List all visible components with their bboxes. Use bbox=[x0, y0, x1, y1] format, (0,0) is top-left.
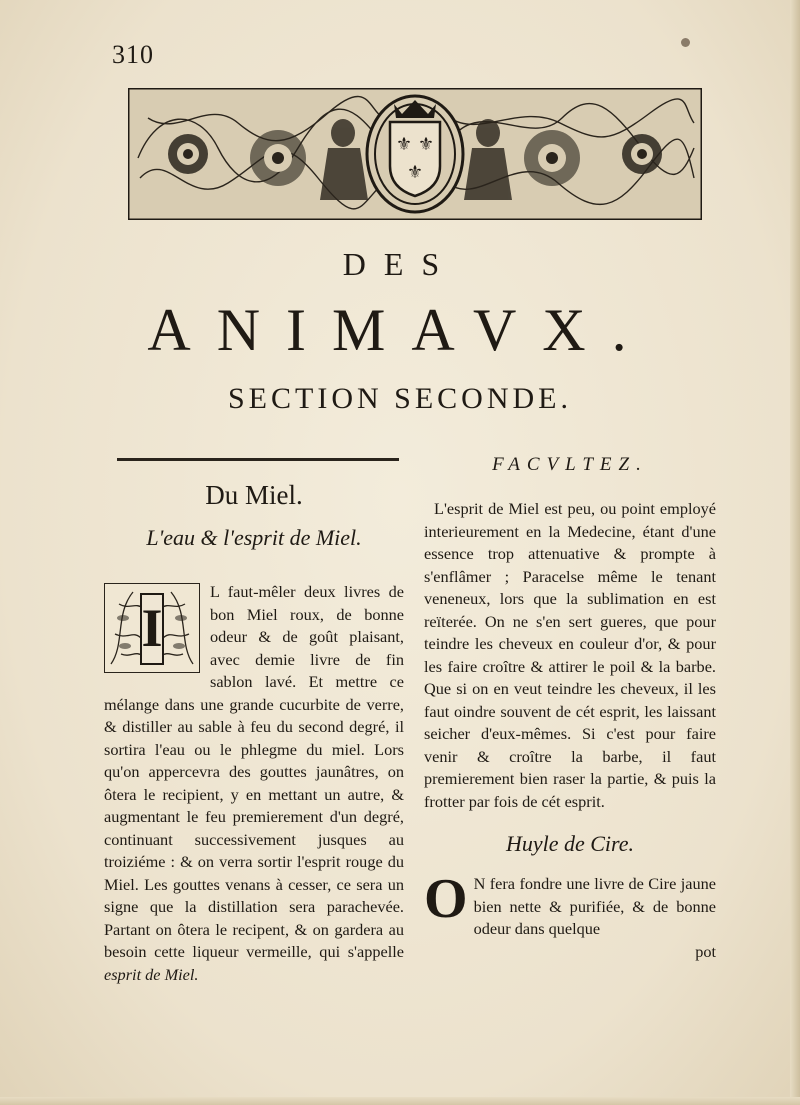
section-title: SECTION SECONDE. bbox=[227, 382, 572, 415]
title-des: DES bbox=[342, 246, 458, 282]
paragraph-facultez: L'esprit de Miel est peu, ou point employé interieurement en la Medecine, étant d'une essence trop attenuative & prompte à s'enflâmer ; Paracelse même le tenant veneneux, lors que la sublimation en est reïterée. On ne s'en sert gueres, que pour teindre les cheveux en couleur d'or, & pour les faire croître & attirer le poil & la barbe. Que si on en veut teindre les cheveux, il les faut oindre souvent de cét esprit, les laissant seicher d'eux-mêmes. Si c'est pour faire venir & croître la barbe, il faut premierement bien raser la partie, & puis la frotter par fois de cét esprit. bbox=[424, 499, 716, 811]
page-edge-bottom bbox=[0, 1097, 800, 1105]
paragraph-huyle bbox=[424, 868, 716, 941]
ornamental-headpiece bbox=[128, 88, 702, 220]
ink-stain bbox=[681, 38, 690, 47]
page-number: 310 bbox=[112, 40, 154, 69]
dropcap-letter: I bbox=[141, 598, 163, 658]
left-column bbox=[104, 470, 404, 986]
heading-huyle-de-cire: Huyle de Cire. bbox=[505, 831, 635, 856]
catchword: pot bbox=[695, 941, 716, 961]
svg-text:⚜: ⚜ bbox=[406, 162, 424, 183]
dropcap-o: O bbox=[424, 868, 468, 930]
subheading-eau-esprit: L'eau & l'esprit de Miel. bbox=[146, 525, 362, 550]
paragraph-miel bbox=[104, 581, 404, 986]
decorated-initial bbox=[104, 583, 200, 673]
svg-text:⚜: ⚜ bbox=[417, 134, 435, 155]
title-animaux: ANIMAVX. bbox=[147, 297, 653, 363]
paragraph-huyle-text: N fera fondre une livre de Cire jaune bien nette & purifiée, & de bonne odeur dans quelque bbox=[473, 874, 716, 938]
column-rule bbox=[117, 458, 399, 461]
paragraph-miel-text: L faut-mêler deux livres de bon Miel roux, de bonne odeur & de goût plaisant, avec demie livre de fin sablon lavé. Et mettre ce mélange dans une grande cucurbite de verre, & distiller au sable à feu du second degré, il sortira l'eau ou le phlegme du miel. Lors qu'on appercevra des gouttes jaunâtres, on ôtera le recipient, y en mettant un autre, & augmentant le feu premierement d'un degré, continuant successivement jusques au troiziéme : & on verra sortir l'esprit rouge du Miel. Les gouttes venans à cesser, ce sera un signe que la distillation sera parachevée. Partant on ôtera le recipent, & on gardera au besoin cette liqueur vermeille, qui s'appelle bbox=[104, 582, 404, 961]
heading-facultez: FACVLTEZ. bbox=[492, 454, 648, 475]
paragraph-miel-end: esprit de Miel. bbox=[104, 964, 199, 984]
heading-du-miel: Du Miel. bbox=[205, 480, 303, 510]
svg-text:⚜: ⚜ bbox=[395, 134, 413, 155]
right-column bbox=[424, 448, 716, 963]
page-edge bbox=[790, 0, 800, 1105]
